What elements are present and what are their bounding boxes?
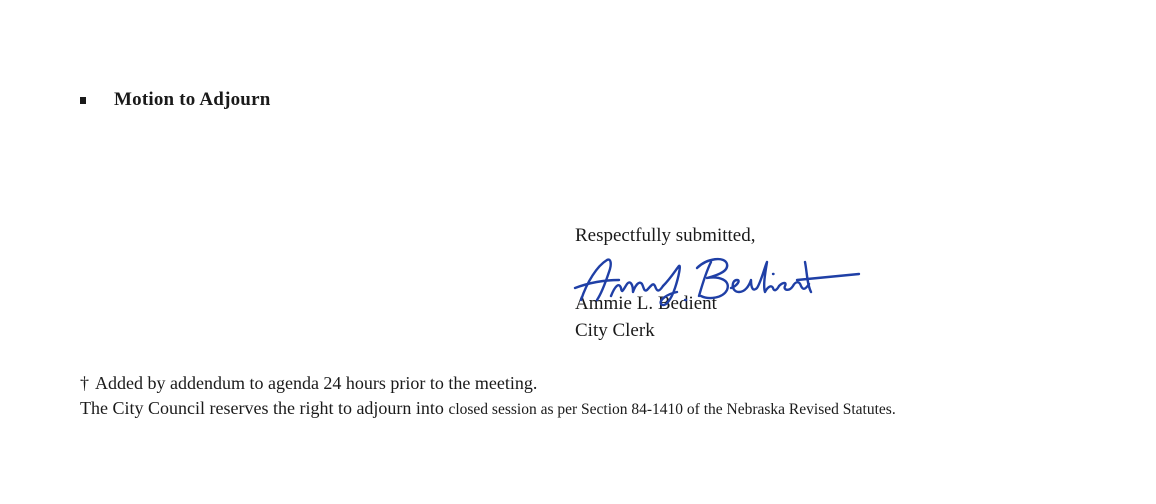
agenda-item-adjourn (80, 89, 270, 111)
bullet-icon (80, 97, 86, 104)
closed-session-note-part1: The City Council reserves the right to adjourn into (80, 398, 444, 418)
signature-block (575, 222, 875, 344)
signer-name: Ammie L. Bedient (575, 293, 717, 314)
dagger-symbol: † (80, 373, 89, 393)
closed-session-note-part2: closed session as per Section 84-1410 of the Nebraska Revised Statutes. (448, 401, 896, 418)
agenda-item-label: Motion to Adjourn (114, 89, 271, 110)
signer-title: City Clerk (575, 320, 655, 341)
addendum-note-text: Added by addendum to agenda 24 hours prior to the meeting. (95, 373, 538, 393)
closing-text: Respectfully submitted, (575, 225, 756, 246)
footnotes (80, 371, 896, 422)
addendum-note (80, 371, 896, 396)
handwritten-signature (567, 242, 867, 324)
closed-session-note (80, 396, 896, 422)
